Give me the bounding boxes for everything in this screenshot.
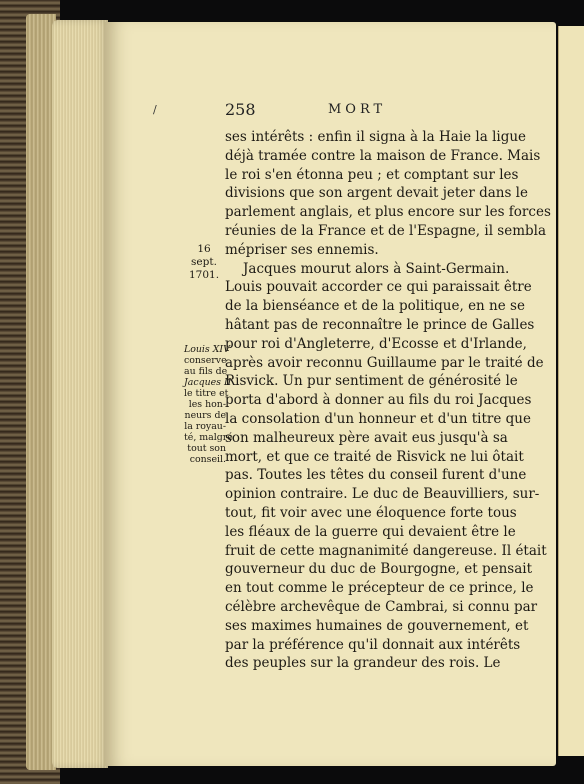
text-line: déjà tramée contre la maison de France. Mais	[225, 147, 541, 164]
running-head: MORT	[328, 102, 387, 117]
margin-date	[186, 243, 222, 282]
text-line: opinion contraire. Le duc de Beauvilliers, sur-	[225, 486, 540, 503]
facing-page-edge	[558, 26, 584, 756]
margin-note-line: au fils de	[184, 366, 228, 377]
text-line: mépriser ses ennemis.	[225, 241, 379, 258]
margin-note-line: les hon-	[188, 399, 226, 410]
text-line: pas. Toutes les têtes du conseil furent d'une	[225, 467, 527, 484]
margin-note-line: té, malgré	[184, 432, 233, 443]
text-line: Louis pouvait accorder ce qui paraissait être	[225, 279, 532, 296]
text-line: pour roi d'Angleterre, d'Ecosse et d'Irlande,	[225, 335, 527, 352]
margin-note-line: le titre et	[184, 388, 229, 399]
text-line: mort, et que ce traité de Risvick ne lui ôtait	[225, 448, 524, 465]
body-text	[225, 128, 551, 673]
text-line: parlement anglais, et plus encore sur les forces	[225, 204, 551, 221]
text-line: la consolation d'un honneur et d'un titre que	[225, 410, 531, 427]
text-line: ses intérêts : enfin il signa à la Haie la ligue	[225, 129, 527, 145]
margin-note-line: la royau-	[184, 421, 226, 432]
margin-note-line: neurs de	[184, 410, 226, 421]
margin-note-line: Jacques II	[184, 377, 232, 388]
text-line: célèbre archevêque de Cambrai, si connu par	[225, 598, 538, 615]
margin-note-line: conseil.	[189, 454, 226, 465]
text-line: hâtant pas de reconnaître le prince de Galles	[225, 316, 535, 333]
text-line: par la préférence qu'il donnait aux intérêts	[225, 636, 521, 653]
text-line: tout, fit voir avec une éloquence forte tous	[225, 504, 517, 521]
margin-note	[184, 344, 233, 465]
text-line: son malheureux père avait eus jusqu'à sa	[225, 429, 508, 446]
text-line: divisions que son argent devait jeter dans le	[225, 185, 528, 202]
text-line: ses maximes humaines de gouvernement, et	[225, 617, 529, 634]
text-line: gouverneur du duc de Bourgogne, et pensait	[225, 561, 533, 578]
page-number: 258	[225, 100, 256, 119]
page-edges	[52, 20, 108, 768]
margin-note-line: conserve	[184, 355, 227, 366]
text-line: fruit de cette magnanimité dangereuse. Il était	[225, 542, 547, 559]
margin-date-line: 16 sept.	[191, 243, 217, 268]
text-line: des peuples sur la grandeur des rois. Le	[225, 655, 501, 672]
text-line: après avoir reconnu Guillaume par le traité de	[225, 354, 544, 371]
margin-note-line: tout son	[187, 443, 226, 454]
text-line: Risvick. Un pur sentiment de générosité le	[225, 373, 518, 390]
text-line: porta d'abord à donner au fils du roi Jacques	[225, 392, 532, 409]
margin-date-line: 1701.	[188, 269, 220, 281]
text-line: réunies de la France et de l'Espagne, il sembla	[225, 222, 547, 239]
text-line: de la bienséance et de la politique, en ne se	[225, 298, 525, 315]
text-line: les fléaux de la guerre qui devaient être le	[225, 523, 516, 540]
text-line: le roi s'en étonna peu ; et comptant sur les	[225, 166, 519, 183]
text-line: en tout comme le précepteur de ce prince, le	[225, 580, 534, 597]
margin-note-line: Louis XIV	[184, 344, 230, 355]
side-mark: /	[153, 103, 157, 116]
text-line: Jacques mourut alors à Saint-Germain.	[243, 260, 510, 277]
